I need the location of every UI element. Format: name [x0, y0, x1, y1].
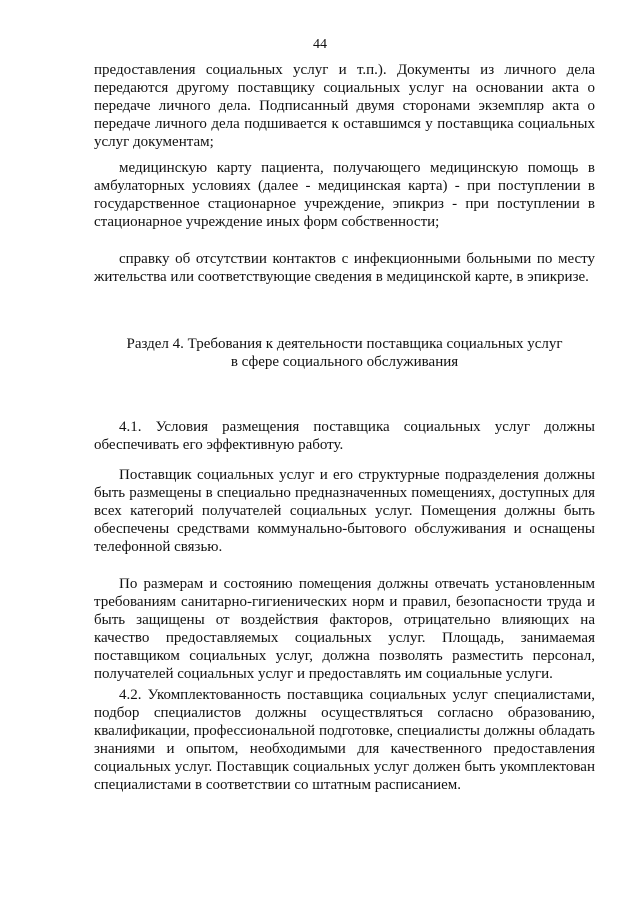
paragraph-medical-card: [94, 159, 595, 231]
section-title-line-2: в сфере социального обслуживания: [230, 354, 459, 370]
paragraph-document-transfer: [94, 61, 595, 151]
paragraph-text: По размерам и состоянию помещения должны отвечать установленным требованиям санитарно-гигиенических норм и правил, безопасности труда и быть защищены от воздействия факторов, отрицательно влияющих на качество предоставляемых социальных услуг. Площадь, занимаемая поставщиком социальных услуг, должна позволять разместить персонал, получателей социальных услуг и предоставлять им социальные услуги.: [94, 576, 595, 682]
paragraph-contacts-certificate: [94, 250, 595, 286]
paragraph-text: 4.1. Условия размещения поставщика социальных услуг должны обеспечивать его эффективную работу.: [94, 419, 595, 453]
paragraph-4-2: [94, 686, 595, 794]
section-title-line-1: Раздел 4. Требования к деятельности поставщика социальных услуг: [126, 336, 563, 352]
paragraph-text: предоставления социальных услуг и т.п.). Документы из личного дела передаются другому поставщику социальных услуг на основании акта о передаче личного дела. Подписанный двумя сторонами экземпляр акта о передаче личного дела подшивается к оставшимся у поставщика социальных услуг документам;: [94, 62, 595, 150]
paragraph-premises: [94, 466, 595, 556]
paragraph-text: справку об отсутствии контактов с инфекционными больными по месту жительства или соответствующие сведения в медицинской карте, в эпикризе.: [94, 251, 595, 285]
paragraph-4-1: [94, 418, 595, 454]
section-title: [94, 335, 595, 371]
paragraph-premises-requirements: [94, 575, 595, 683]
paragraph-text: Поставщик социальных услуг и его структурные подразделения должны быть размещены в специально предназначенных помещениях, доступных для всех категорий получателей социальных услуг. Помещения должны быть обеспечены средствами коммунально-бытового обслуживания и оснащены телефонной связью.: [94, 467, 595, 555]
paragraph-text: 4.2. Укомплектованность поставщика социальных услуг специалистами, подбор специалистов должны осуществляться согласно образованию, квалификации, профессиональной подготовке, специалисты должны обладать знаниями и опытом, необходимыми для качественного предоставления социальных услуг. Поставщик социальных услуг должен быть укомплектован специалистами в соответствии со штатным расписанием.: [94, 687, 595, 793]
paragraph-text: медицинскую карту пациента, получающего медицинскую помощь в амбулаторных условиях (далее - медицинская карта) - при поступлении в государственное стационарное учреждение, эпикриз - при поступлении в стационарное учреждение иных форм собственности;: [94, 160, 595, 230]
page-number: 44: [313, 37, 327, 52]
